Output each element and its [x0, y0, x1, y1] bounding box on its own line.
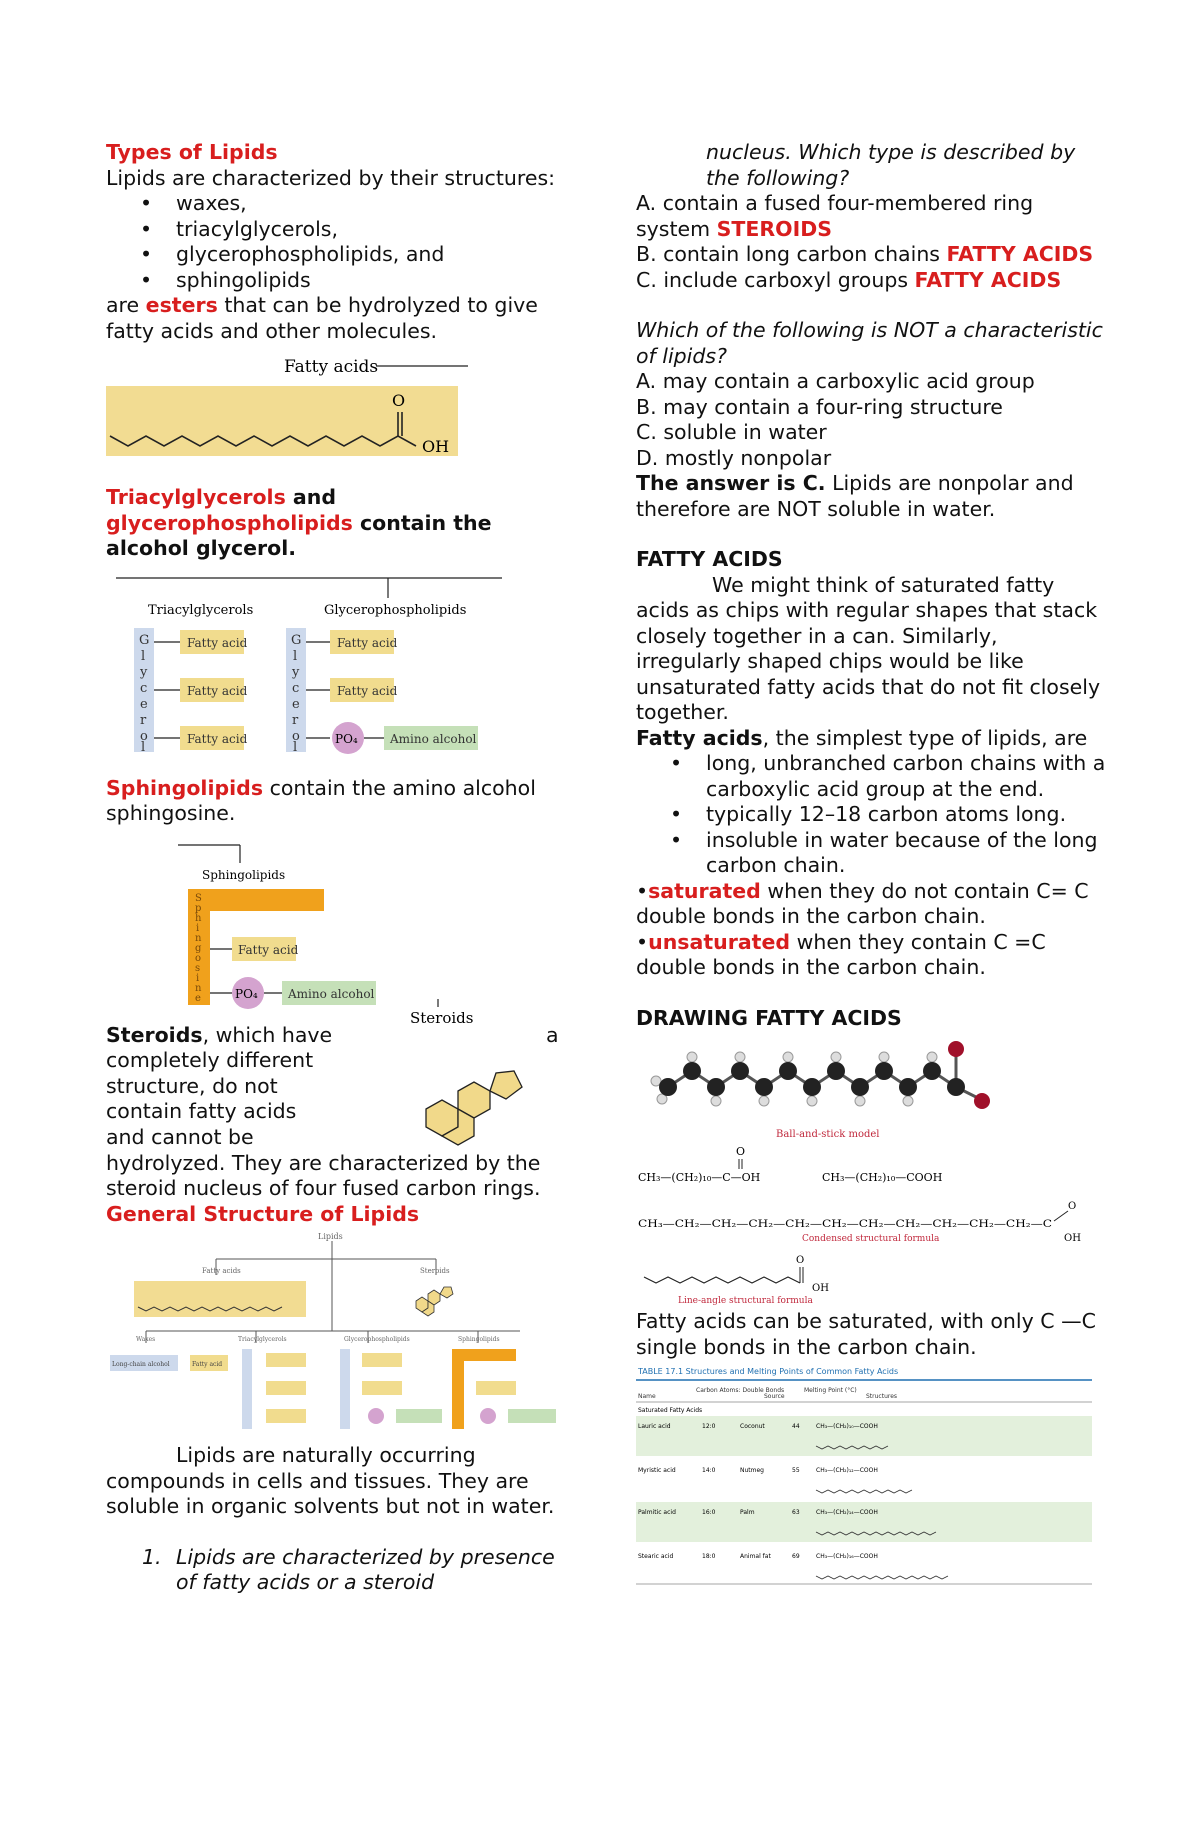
answer-b-text: B. contain long carbon chains: [636, 242, 947, 266]
table-cell: 16:0: [702, 1509, 716, 1516]
fatty-acids-label: Fatty acids: [202, 1267, 241, 1275]
steroids-figure-label: Steroids: [410, 1008, 474, 1027]
saturated-rest: when they do not contain C= C double bonds in the carbon chain.: [636, 878, 1089, 928]
table-cell: CH₃—(CH₂)₁₀—COOH: [816, 1423, 878, 1430]
general-structure-figure: [106, 1231, 566, 1437]
answer-b: [636, 242, 1106, 268]
glycerol-bar: [242, 1349, 252, 1429]
fatty-acid-box: [266, 1353, 306, 1367]
answer-explanation: [636, 471, 1106, 522]
answer-rest: Lipids are nonpolar and therefore are NOT soluble in water.: [636, 471, 1074, 521]
table-row: [638, 1467, 912, 1493]
letter: e: [292, 696, 300, 712]
option: D. mostly nonpolar: [636, 445, 832, 470]
table-cell: CH₃—(CH₂)₁₆—COOH: [816, 1553, 878, 1560]
fatty-acid-figure: [106, 348, 486, 460]
table-cell: CH₃—(CH₂)₁₂—COOH: [816, 1467, 878, 1474]
fatty-acid-text: Fatty acid: [238, 942, 299, 957]
waxes-label: Waxes: [136, 1336, 156, 1343]
answer-a-text: A. contain a fused four-membered ring system: [636, 191, 1034, 241]
option: C. soluble in water: [636, 420, 827, 444]
steroid-ring: [490, 1071, 522, 1099]
answer-c-text: C. include carboxyl groups: [636, 267, 915, 292]
list-item: • sphingolipids: [176, 268, 576, 294]
hydroxyl-label: OH: [1064, 1233, 1081, 1244]
table-caption: TABLE 17.1 Structures and Melting Points of Common Fatty Acids: [638, 1367, 899, 1376]
fatty-acid-table: [636, 1362, 1092, 1586]
condensed-formula: CH₃—CH₂—CH₂—CH₂—CH₂—CH₂—CH₂—CH₂—CH₂—CH₂—CH₂—C: [638, 1219, 1053, 1230]
table-header: Carbon Atoms: Double Bonds: [696, 1387, 785, 1394]
table-cell: 18:0: [702, 1553, 716, 1560]
list-item: • long, unbranched carbon chains with a carboxylic acid group at the end.: [706, 751, 1106, 802]
naturally-occurring-text: Lipids are naturally occurring compounds in cells and tissues. They are soluble in organic solvents but not in water.: [106, 1443, 555, 1518]
oxygen-label: O: [736, 1145, 746, 1158]
letter: i: [196, 972, 200, 984]
letter: o: [140, 728, 148, 744]
table-cell: 55: [792, 1467, 800, 1474]
esters-pre: are: [106, 293, 146, 317]
fatty-acid-figure-caption: Fatty acids: [284, 357, 379, 377]
amino-alcohol-text: Amino alcohol: [390, 731, 477, 746]
table-cell: CH₃—(CH₂)₁₄—COOH: [816, 1509, 878, 1516]
right-column: [636, 140, 1106, 1586]
glycerophospholipids-word: glycerophospholipids: [106, 510, 353, 535]
condensed-label: Condensed structural formula: [802, 1234, 940, 1244]
answer-c: [636, 268, 1106, 294]
steroids-line1: , which have: [202, 1022, 333, 1047]
letter: e: [140, 696, 148, 712]
sphingosine-side-bar: [452, 1349, 464, 1429]
letter: l: [293, 648, 298, 664]
letter: n: [195, 932, 202, 944]
letter: i: [196, 922, 200, 934]
esters-post: that can be hydrolyzed to give fatty acids and other molecules.: [106, 293, 538, 343]
steroids-line: structure, do not: [106, 1073, 278, 1098]
fatty-acid-text: Fatty acid: [192, 1361, 223, 1368]
table-header: Name: [638, 1393, 656, 1400]
fatty-acids-rest: , the simplest type of lipids, are: [762, 725, 1088, 750]
steroids-line: completely different: [106, 1048, 314, 1072]
glycerophospholipids-label: Glycerophospholipids: [324, 602, 467, 618]
option: B. may contain a four-ring structure: [636, 394, 1003, 419]
table-cell: Nutmeg: [740, 1467, 764, 1474]
steroids-block: [106, 1008, 576, 1151]
letter: l: [141, 739, 146, 755]
sphingolipids-word: Sphingolipids: [106, 775, 264, 800]
fatty-acid-text: Fatty acid: [187, 731, 248, 746]
steroids-tail: hydrolyzed. They are characterized by the steroid nucleus of four fused carbon rings.: [106, 1150, 541, 1200]
letter: g: [195, 942, 202, 954]
table-row: [636, 1502, 1092, 1542]
table-cell: Coconut: [740, 1423, 765, 1430]
esters-sentence: [106, 293, 576, 344]
steroids-line: [106, 1023, 332, 1049]
unsaturated-rest: when they contain C =C double bonds in the carbon chain.: [636, 929, 1046, 979]
option: A. may contain a carboxylic acid group: [636, 369, 1035, 393]
glycerol-heading: [106, 485, 576, 562]
question-1: [106, 1545, 576, 1596]
fatty-acids-definition: [636, 726, 1106, 752]
fatty-acid-box: [266, 1381, 306, 1395]
fatty-acid-panel: [134, 1281, 306, 1317]
lipids-label: Lipids: [318, 1232, 343, 1241]
table-header: Melting Point (°C): [804, 1387, 857, 1394]
steroid-rings-figure: [386, 999, 536, 1147]
oxygen-atom: [948, 1041, 964, 1057]
sphingolipids-sentence: [106, 776, 576, 827]
triacylglycerols-word: Triacylglycerols: [106, 485, 286, 509]
letter: n: [195, 982, 202, 994]
chips-analogy: We might think of saturated fatty acids as chips with regular shapes that stack closely together in a can. Similarly, irregularly shaped chips would be like unsaturated fatty acids that do not fit closely together.: [636, 572, 1101, 724]
table-cell: 14:0: [702, 1467, 716, 1474]
line-angle-chain: [644, 1277, 800, 1283]
triacylglycerols-label: Triacylglycerols: [238, 1336, 287, 1343]
sphingolipids-tail: contain the amino alcohol sphingosine.: [106, 775, 536, 825]
table-cell: Animal fat: [740, 1553, 771, 1560]
list-item: • waxes,: [176, 191, 576, 217]
table-cell: 44: [792, 1423, 800, 1430]
glycerol-tail: contain the alcohol glycerol.: [106, 510, 492, 560]
and-word: and: [285, 485, 337, 509]
sphingolipids-label: Sphingolipids: [202, 867, 286, 882]
hydroxyl-label: OH: [422, 437, 450, 456]
lipid-types-list: [106, 191, 576, 293]
amino-alcohol-text: Amino alcohol: [288, 986, 375, 1001]
table-header: Structures: [866, 1393, 898, 1400]
letter: h: [195, 912, 202, 924]
table-cell: Stearic acid: [638, 1553, 674, 1560]
oxygen-label: O: [1068, 1201, 1077, 1212]
sphingolipid-figure: [178, 839, 478, 1009]
fatty-acid-text: Fatty acid: [337, 683, 398, 698]
bullet: •: [636, 878, 649, 903]
hydroxyl-label: OH: [812, 1283, 829, 1294]
amino-alcohol-box: [396, 1409, 442, 1423]
table-cell: Myristic acid: [638, 1467, 676, 1474]
phosphate-text: PO₄: [335, 731, 358, 746]
line-angle-label: Line-angle structural formula: [678, 1296, 813, 1306]
intro-text: Lipids are characterized by their structures:: [106, 165, 556, 190]
letter: l: [141, 648, 146, 664]
answer-a-key: STEROIDS: [716, 216, 833, 241]
fatty-acid-text: Fatty acid: [187, 635, 248, 650]
letter: r: [292, 712, 299, 728]
table-section: Saturated Fatty Acids: [638, 1407, 703, 1414]
question-1-text: Lipids are characterized by presence of fatty acids or a steroid: [176, 1544, 555, 1594]
table-cell: 63: [792, 1509, 800, 1516]
fatty-acid-text: Fatty acid: [187, 683, 248, 698]
oxygen-label: O: [392, 391, 406, 410]
glycerol-bar: [340, 1349, 350, 1429]
drawing-fatty-acids-figure: [636, 1037, 1096, 1307]
letter: G: [139, 632, 150, 648]
steroids-line: and cannot be: [106, 1124, 254, 1149]
fatty-acid-panel: [106, 386, 458, 456]
esters-word: esters: [145, 293, 218, 317]
table-cell: Palm: [740, 1509, 755, 1516]
section-title-fatty-acids: FATTY ACIDS: [636, 547, 783, 571]
table-cell: Lauric acid: [638, 1423, 671, 1430]
fatty-acid-box: [476, 1381, 516, 1395]
fatty-acid-points: [636, 751, 1106, 879]
fatty-acids-word: Fatty acids: [636, 725, 763, 750]
answer-c-key: FATTY ACIDS: [914, 267, 1062, 292]
letter: l: [293, 739, 298, 755]
phosphate-circle: [480, 1408, 496, 1424]
formula-1: CH₃—(CH₂)₁₀—C—OH: [638, 1171, 761, 1184]
answer-a: [636, 191, 1106, 242]
oxygen-label: O: [796, 1255, 805, 1266]
fatty-acid-box: [362, 1381, 402, 1395]
letter: y: [140, 664, 148, 680]
list-item: • typically 12–18 carbon atoms long.: [706, 802, 1106, 828]
glycerophospholipids-label: Glycerophospholipids: [344, 1336, 410, 1343]
long-chain-alcohol-text: Long-chain alcohol: [112, 1361, 170, 1368]
phosphate-circle: [368, 1408, 384, 1424]
amino-alcohol-box: [508, 1409, 556, 1423]
table-cell: Palmitic acid: [638, 1509, 676, 1516]
table-row: [638, 1553, 948, 1579]
section-title-drawing-fatty-acids: DRAWING FATTY ACIDS: [636, 1005, 902, 1030]
unsaturated-line: [636, 930, 1106, 981]
list-item: • triacylglycerols,: [176, 217, 576, 243]
question-2: Which of the following is NOT a characteristic of lipids?: [636, 318, 1103, 368]
left-column: [106, 140, 576, 1596]
sphingolipids-label: Sphingolipids: [458, 1336, 500, 1343]
table-header: Source: [764, 1393, 785, 1400]
steroids-line: contain fatty acids: [106, 1099, 297, 1123]
letter: o: [195, 952, 202, 964]
letter: c: [292, 680, 300, 696]
question-1-continued: nucleus. Which type is described by the following?: [706, 140, 1076, 190]
table-cell: 12:0: [702, 1423, 716, 1430]
ball-and-stick-label: Ball-and-stick model: [776, 1129, 880, 1140]
list-item: • insoluble in water because of the long carbon chain.: [706, 828, 1106, 879]
bullet: •: [636, 929, 649, 954]
steroids-word: Steroids: [106, 1022, 203, 1047]
triacylglycerols-label: Triacylglycerols: [148, 602, 254, 618]
letter: S: [195, 892, 202, 904]
answer-b-key: FATTY ACIDS: [946, 242, 1094, 266]
letter: e: [195, 992, 201, 1004]
formula-2: CH₃—(CH₂)₁₀—COOH: [822, 1171, 943, 1184]
fatty-acid-box: [266, 1409, 306, 1423]
oxygen-atom: [974, 1093, 990, 1109]
section-title-types-of-lipids: Types of Lipids: [106, 140, 278, 164]
letter: c: [140, 680, 148, 696]
letter: p: [195, 902, 202, 914]
letter: G: [291, 632, 302, 648]
letter: o: [292, 728, 300, 744]
saturated-word: saturated: [648, 878, 761, 903]
answer-bold: The answer is C.: [636, 471, 826, 495]
saturated-note: Fatty acids can be saturated, with only C —C single bonds in the carbon chain.: [636, 1309, 1096, 1359]
section-title-general-structure: General Structure of Lipids: [106, 1201, 420, 1226]
fatty-acid-text: Fatty acid: [337, 635, 398, 650]
glycerol-figure: [116, 570, 516, 760]
table-row: [636, 1416, 1092, 1456]
list-item: • glycerophospholipids, and: [176, 242, 576, 268]
letter: r: [140, 712, 147, 728]
letter: s: [195, 962, 201, 974]
unsaturated-word: unsaturated: [648, 929, 791, 954]
saturated-line: [636, 879, 1106, 930]
fatty-acid-box: [362, 1353, 402, 1367]
table-cell: 69: [792, 1553, 800, 1560]
steroids-label: Steroids: [420, 1267, 450, 1275]
letter: y: [292, 664, 300, 680]
phosphate-text: PO₄: [235, 986, 258, 1001]
question-number: 1.: [142, 1544, 162, 1569]
steroids-a: a: [546, 1022, 559, 1047]
